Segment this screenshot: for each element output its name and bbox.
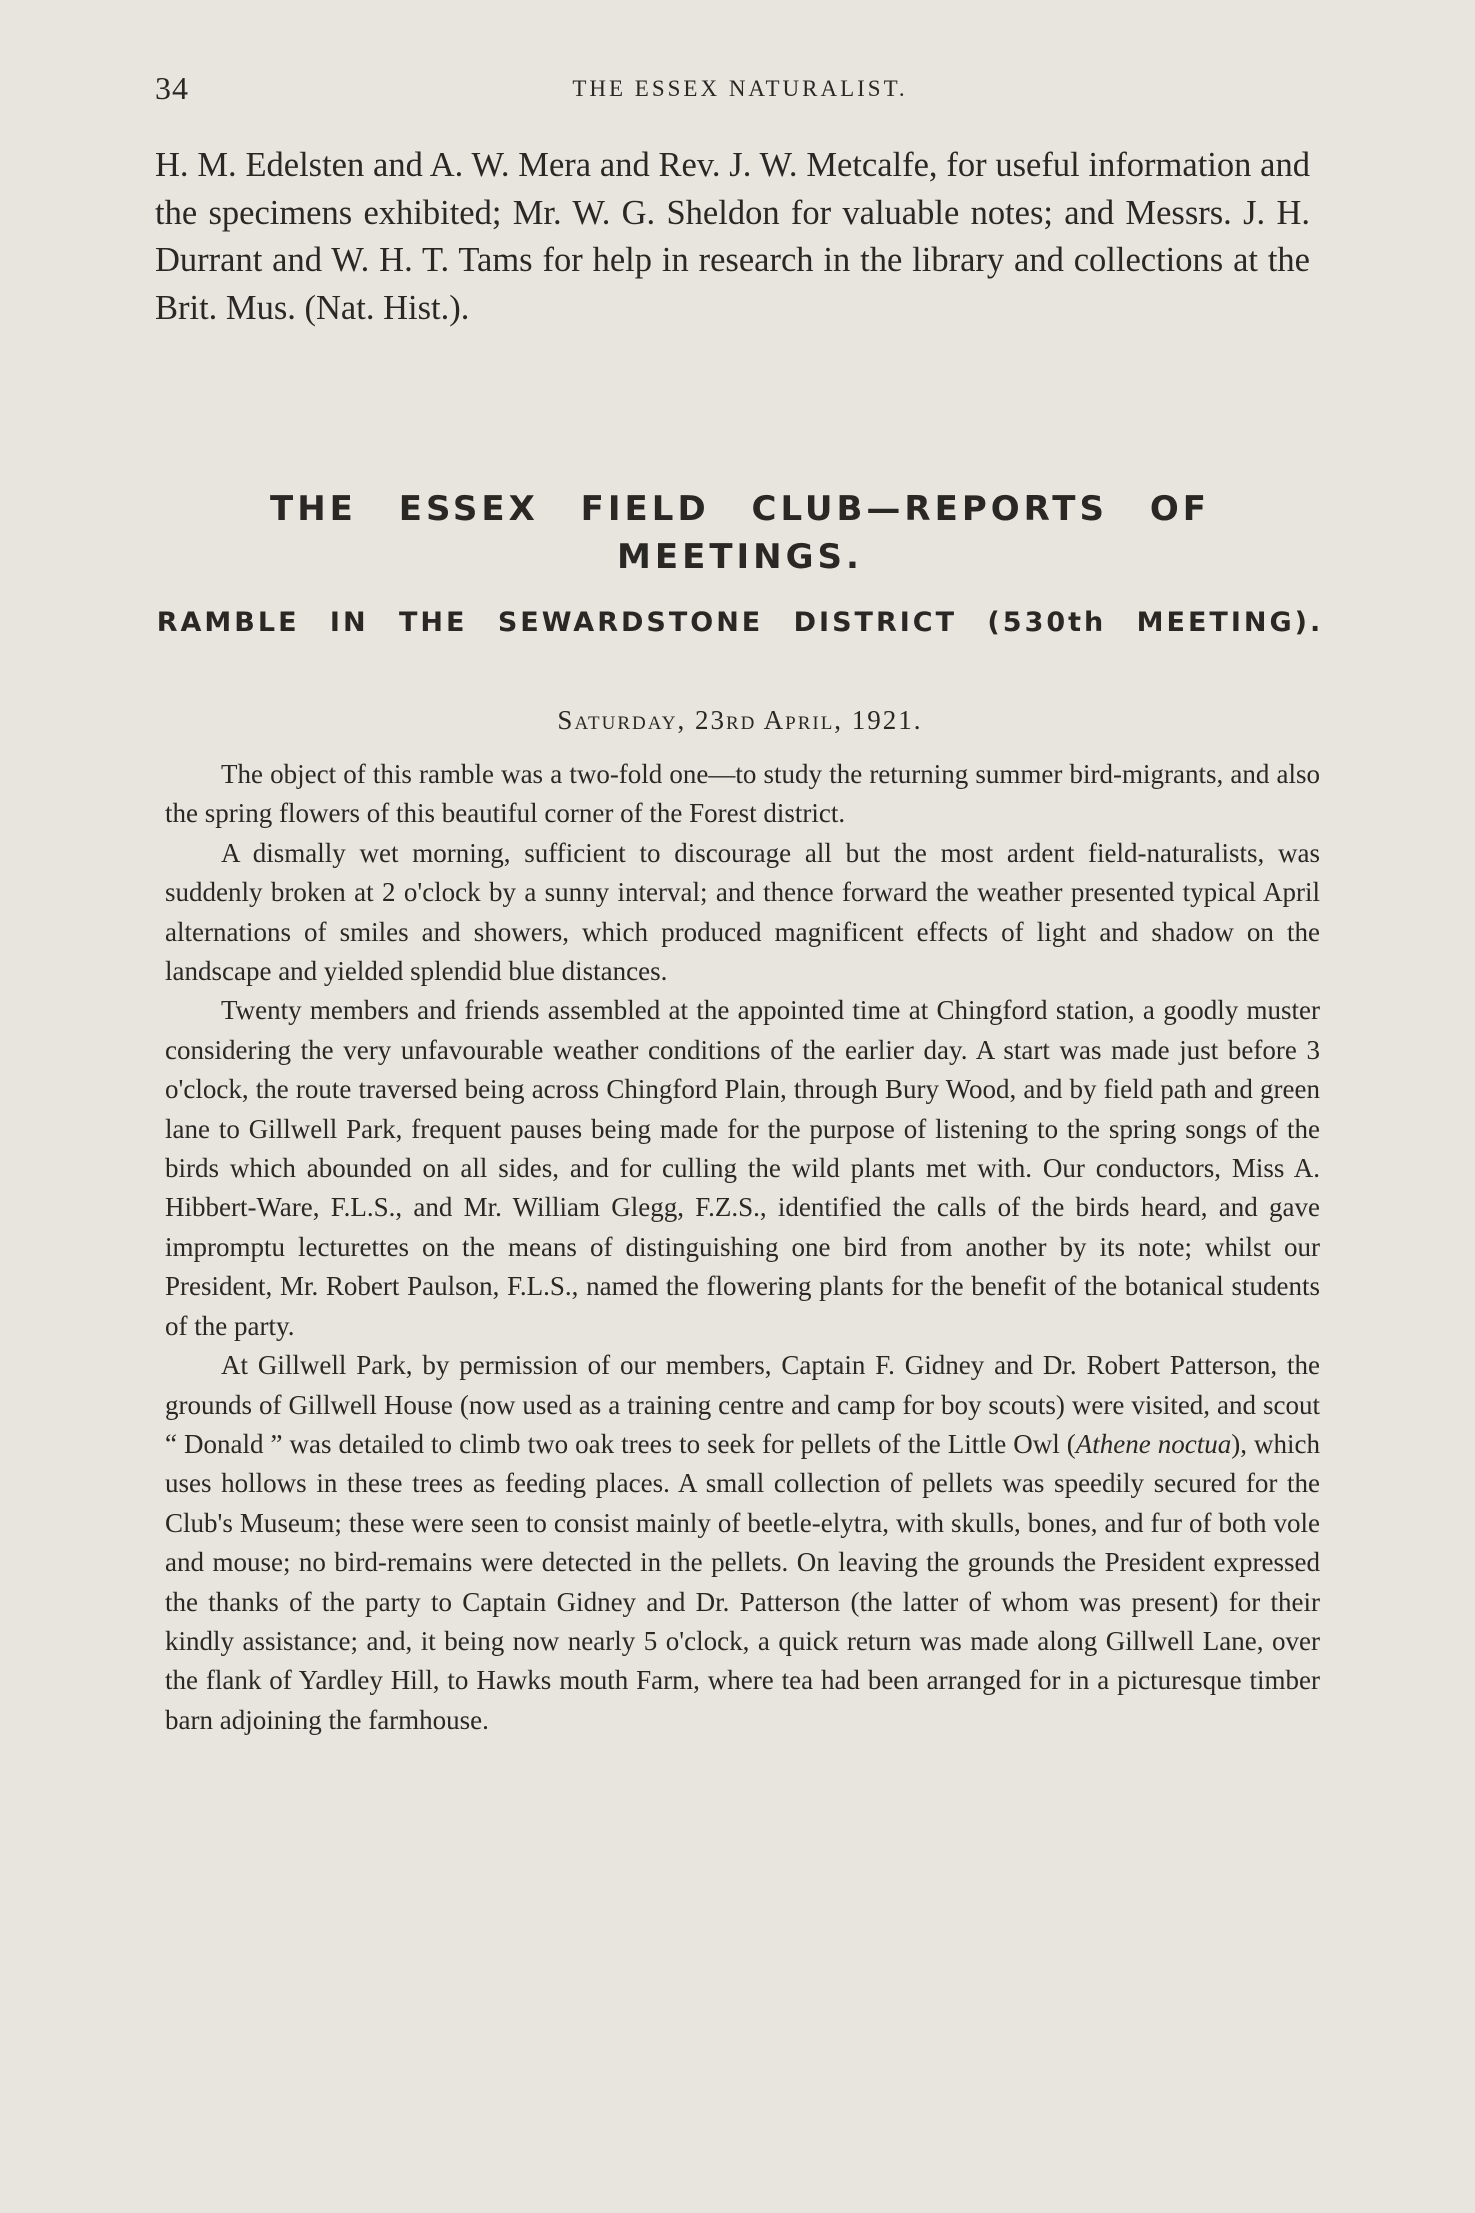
paragraph-weather: A dismally wet morning, sufficient to discourage all but the most ardent field-naturalists, was suddenly broken at 2 o'clock by a sunny interval; and thence forward the weather presented typical April alternations of smiles and showers, which produced magnificent effects of light and shadow on the landscape and yielded splendid blue distances. [165, 837, 1320, 987]
running-head [155, 70, 1325, 110]
meeting-subtitle: RAMBLE IN THE SEWARDSTONE DISTRICT (530th MEETING). [156, 607, 1324, 638]
paragraph-gillwell-park [165, 1346, 1320, 1740]
report-body [165, 755, 1320, 1740]
page-number: 34 [155, 70, 189, 106]
species-name-italic: Athene noctua [1075, 1428, 1232, 1459]
journal-title: THE ESSEX NATURALIST. [572, 76, 908, 101]
paragraph-gillwell-text-end: ), which uses hollows in these trees as feeding places. A small collection of pellets was speedily secured for the Club's Museum; these were seen to consist mainly of beetle-elytra, with skulls, bones, and fur of both vole and mouse; no bird-remains were detected in the pellets. On leaving the grounds the President expressed the thanks of the party to Captain Gidney and Dr. Patterson (the latter of whom was present) for their kindly assistance; and, it being now nearly 5 o'clock, a quick return was made along Gillwell Lane, over the flank of Yardley Hill, to Hawks mouth Farm, where tea had been arranged for in a picturesque timber barn adjoining the farmhouse. [165, 1428, 1320, 1735]
section-title: THE ESSEX FIELD CLUB—REPORTS OF MEETINGS. [270, 489, 1210, 577]
paragraph-gillwell-text-start: At Gillwell Park, by permission of our members, Captain F. Gidney and Dr. Robert Patterson, the grounds of Gillwell House (now used as a training centre and camp for boy scouts) were visited, and scout “ Donald ” was detailed to climb two oak trees to seek for pellets of the Little Owl ( [165, 1350, 1320, 1459]
paragraph-route: Twenty members and friends assembled at the appointed time at Chingford station, a goodly muster considering the very unfavourable weather conditions of the earlier day. A start was made just before 3 o'clock, the route traversed being across Chingford Plain, through Bury Wood, and by field path and green lane to Gillwell Park, frequent pauses being made for the purpose of listening to the spring songs of the birds which abounded on all sides, and for culling the wild plants met with. Our conductors, Miss A. Hibbert-Ware, F.L.S., and Mr. William Glegg, F.Z.S., identified the calls of the birds heard, and gave impromptu lecturettes on the means of distinguishing one bird from another by its note; whilst our President, Mr. Robert Paulson, F.L.S., named the flowering plants for the benefit of the botanical students of the party. [165, 995, 1320, 1341]
paragraph-object: The object of this ramble was a two-fold one—to study the returning summer bird-migrants, and also the spring flowers of this beautiful corner of the Forest district. [165, 759, 1320, 829]
opening-paragraph: H. M. Edelsten and A. W. Mera and Rev. J. W. Metcalfe, for useful information and the specimens exhibited; Mr. W. G. Sheldon for valuable notes; and Messrs. J. H. Durrant and W. H. T. Tams for help in research in the library and collections at the Brit. Mus. (Nat. Hist.). [155, 146, 1310, 327]
meeting-date: Saturday, 23rd April, 1921. [557, 705, 923, 735]
